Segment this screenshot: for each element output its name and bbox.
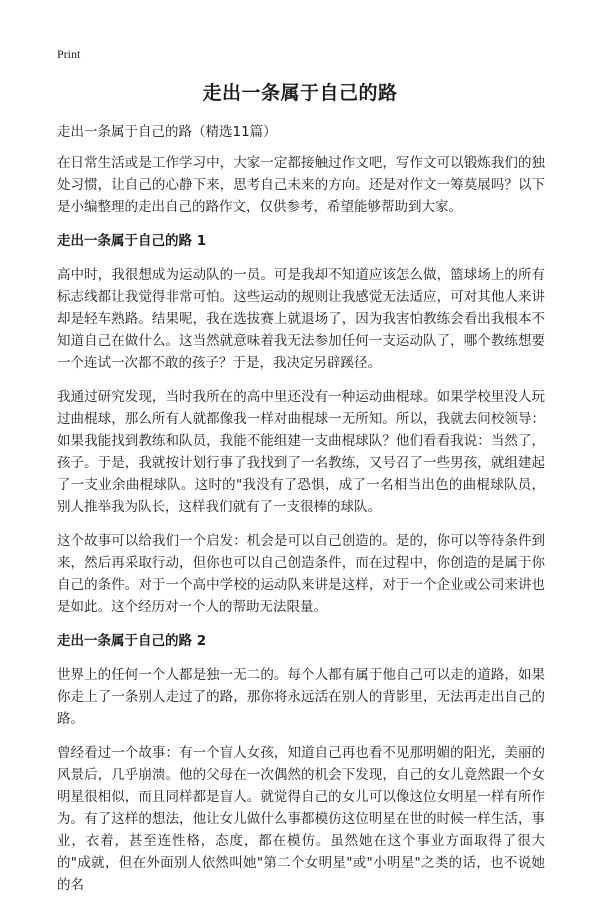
section-heading-2: 走出一条属于自己的路 2: [57, 633, 207, 649]
document-subtitle: 走出一条属于自己的路（精选11篇）: [57, 124, 277, 140]
document-title: 走出一条属于自己的路: [202, 82, 398, 104]
section-1-paragraph-2: 我通过研究发现，当时我所在的高中里还没有一种运动曲棍球。如果学校里没人玩过曲棍球，那么所有人就都像我一样对曲棍球一无所知。所以，我就去问校领导：如果我能找到教练和队员，我能不能组建一支曲棍球队？他们看看我说：当然了，孩子。于是，我就按计划行事了我找到了一名教练，又号召了一些男孩，就组建起了一支业余曲棍球队。这时的"我没有了恐惧，成了一名相当出色的曲棍球队员，别人推举我为队长，这样我们就有了一支很棒的球队。: [57, 389, 545, 515]
print-link[interactable]: Print: [57, 47, 81, 61]
document-body: [57, 152, 545, 908]
section-2-paragraph-1: 世界上的任何一个人都是独一无二的。每个人都有属于他自己可以走的道路，如果你走上了一条别人走过了的路，那你将永远活在别人的背影里，无法再走出自己的路。: [57, 667, 545, 727]
intro-paragraph: 在日常生活或是工作学习中，大家一定都接触过作文吧，写作文可以锻炼我们的独处习惯，让自己的心静下来，思考自己未来的方向。还是对作文一筹莫展吗？以下是小编整理的走出自己的路作文，仅供参考，希望能够帮助到大家。: [57, 155, 545, 215]
section-heading-1: 走出一条属于自己的路 1: [57, 233, 207, 249]
section-1-paragraph-3: 这个故事可以给我们一个启发：机会是可以自己创造的。是的，你可以等待条件到来，然后再采取行动，但你也可以自己创造条件，而在过程中，你创造的是属于你自己的条件。对于一个高中学校的运动队来讲是这样，对于一个企业或公司来讲也是如此。这个经历对一个人的帮助无法限量。: [57, 533, 545, 615]
section-2-paragraph-2: 曾经看过一个故事：有一个盲人女孩，知道自己再也看不见那明媚的阳光，美丽的风景后，几乎崩溃。他的父母在一次偶然的机会下发现，自己的女儿竟然跟一个女明星很相似，而且同样都是盲人。就觉得自己的女儿可以像这位女明星一样有所作为。有了这样的想法，他让女儿做什么事都模仿这位明星在世的时候一样生活，事业，衣着，甚至连性格，态度，都在模仿。虽然她在这个事业方面取得了很大的"成就，但在外面别人依然叫她"第二个女明星"或"小明星"之类的话，也不说她的名: [57, 745, 545, 893]
section-1-paragraph-1: 高中时，我很想成为运动队的一员。可是我却不知道应该怎么做，篮球场上的所有标志线都让我觉得非常可怕。这些运动的规则让我感觉无法适应，可对其他人来讲却是轻车熟路。结果呢，我在选拔赛上就退场了，因为我害怕教练会看出我根本不知道自己在做什么。这当然就意味着我无法参加任何一支运动队了，哪个教练想要一个连试一次都不敢的孩子？于是，我决定另辟蹊径。: [57, 267, 545, 371]
